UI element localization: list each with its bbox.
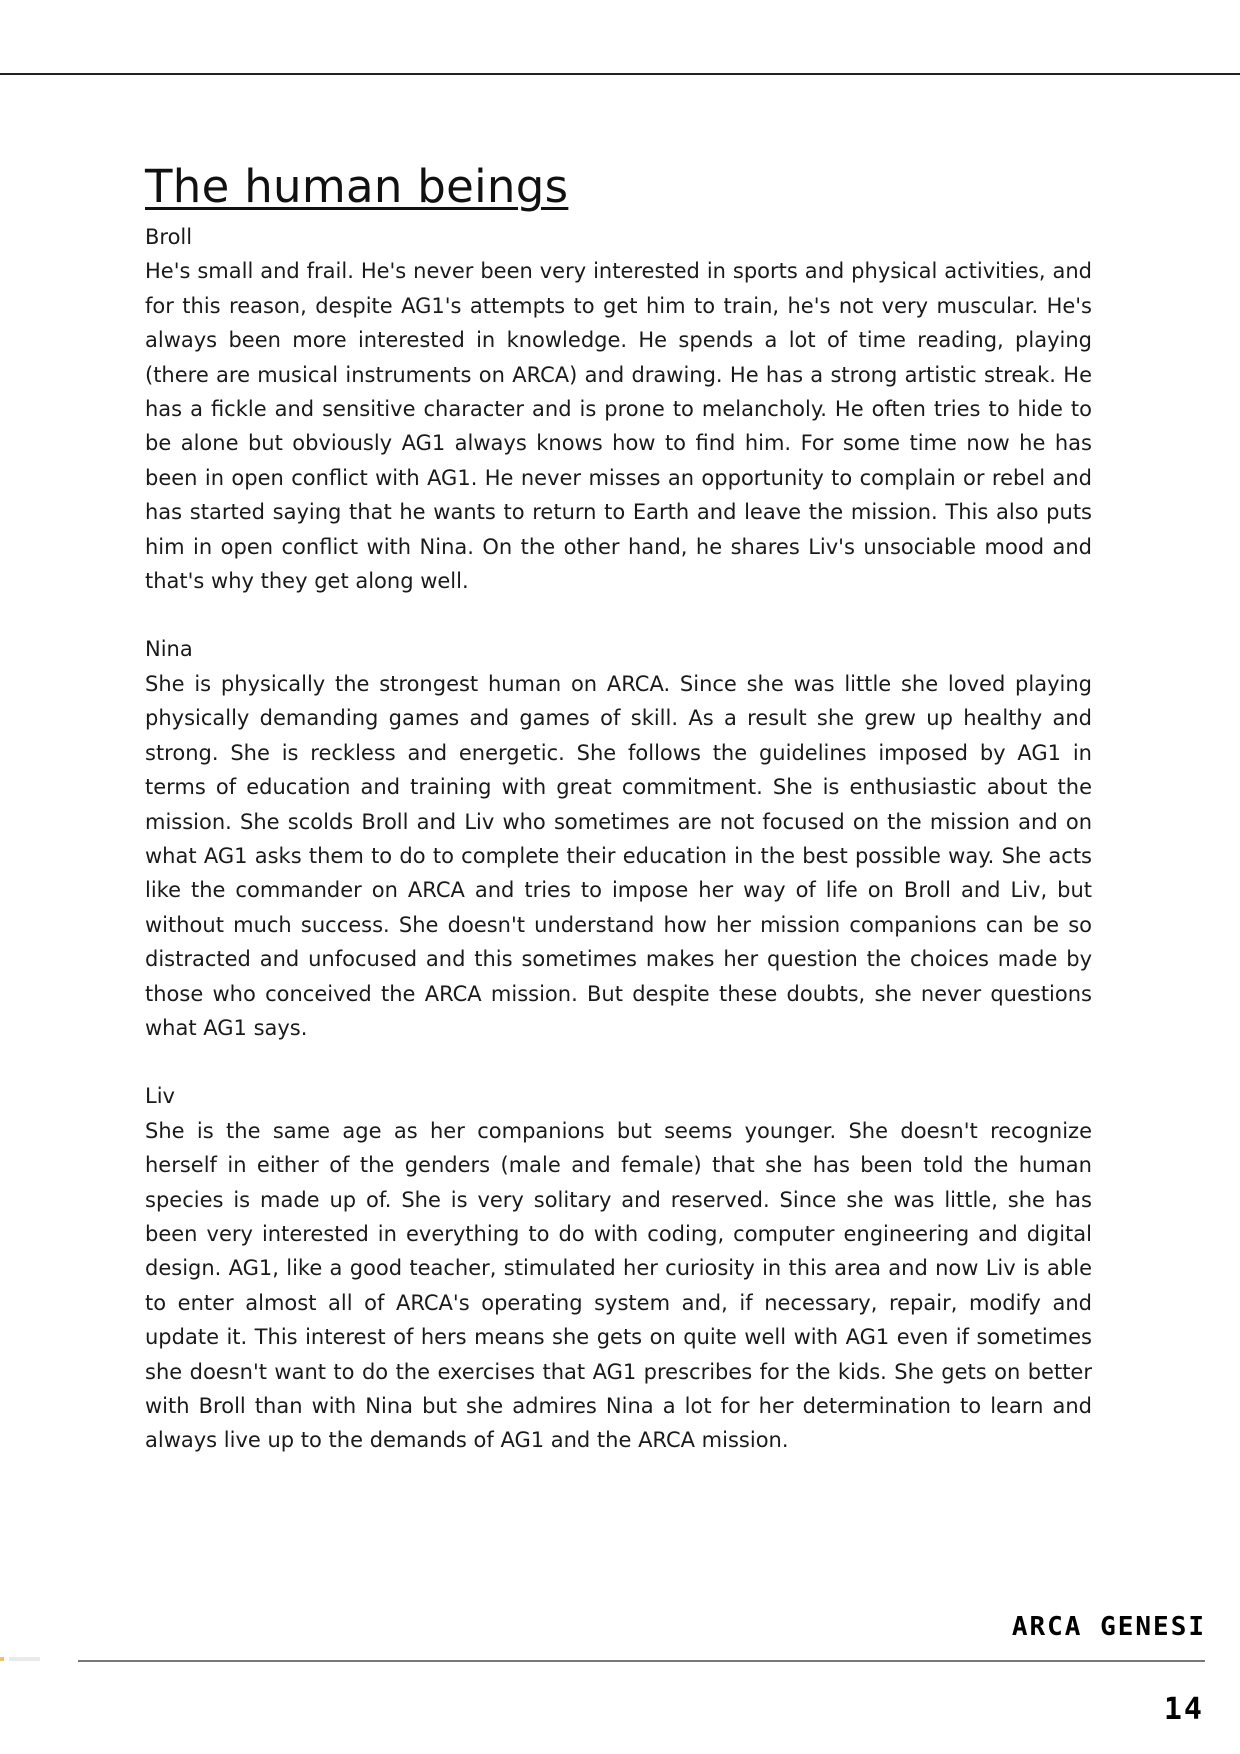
character-section-liv xyxy=(145,1079,1092,1457)
character-name: Nina xyxy=(145,637,193,662)
document-body xyxy=(145,158,1092,1492)
character-description: She is the same age as her companions but seems younger. She doesn't recognize herself in either of the genders (male and female) that she has been told the human species is made up of. She is very solitary and reserved. Since she was little, she has been very interested in everything to do with coding, computer engineering and digital design. AG1, like a good teacher, stimulated her curiosity in this area and now Liv is able to enter almost all of ARCA's operating system and, if necessary, repair, modify and update it. This interest of hers means she gets on quite well with AG1 even if sometimes she doesn't want to do the exercises that AG1 prescribes for the kids. She gets on better with Broll than with Nina but she admires Nina a lot for her determination to learn and always live up to the demands of AG1 and the ARCA mission. xyxy=(145,1118,1092,1453)
brand-logo-text: ARCA GENESI xyxy=(1011,1612,1206,1642)
page-title: The human beings xyxy=(145,160,569,213)
page-number: 14 xyxy=(1163,1692,1204,1727)
footer-accent-mark xyxy=(0,1657,40,1661)
character-description: He's small and frail. He's never been very interested in sports and physical activities, and for this reason, despite AG1's attempts to get him to train, he's not very muscular. He's always been more interested in knowledge. He spends a lot of time reading, playing (there are musical instruments on ARCA) and drawing. He has a strong artistic streak. He has a fickle and sensitive character and is prone to melancholy. He often tries to hide to be alone but obviously AG1 always knows how to find him. For some time now he has been in open conflict with AG1. He never misses an opportunity to complain or rebel and has started saying that he wants to return to Earth and leave the mission. This also puts him in open conflict with Nina. On the other hand, he shares Liv's unsociable mood and that's why they get along well. xyxy=(145,259,1092,594)
character-section-nina xyxy=(145,632,1092,1045)
character-name: Broll xyxy=(145,225,193,249)
character-description: She is physically the strongest human on ARCA. Since she was little she loved playing physically demanding games and games of skill. As a result she grew up healthy and strong. She is reckless and energetic. She follows the guidelines imposed by AG1 in terms of education and training with great commitment. She is enthusiastic about the mission. She scolds Broll and Liv who sometimes are not focused on the mission and on what AG1 asks them to do to complete their education in the best possible way. She acts like the commander on ARCA and tries to impose her way of life on Broll and Liv, but without much success. She doesn't understand how her mission companions can be so distracted and unfocused and this sometimes makes her question the choices made by those who conceived the ARCA mission. But despite these doubts, she never questions what AG1 says. xyxy=(145,671,1092,1040)
footer-divider xyxy=(78,1660,1205,1662)
character-section-broll xyxy=(145,220,1092,598)
header-divider xyxy=(0,73,1240,75)
character-name: Liv xyxy=(145,1084,175,1109)
